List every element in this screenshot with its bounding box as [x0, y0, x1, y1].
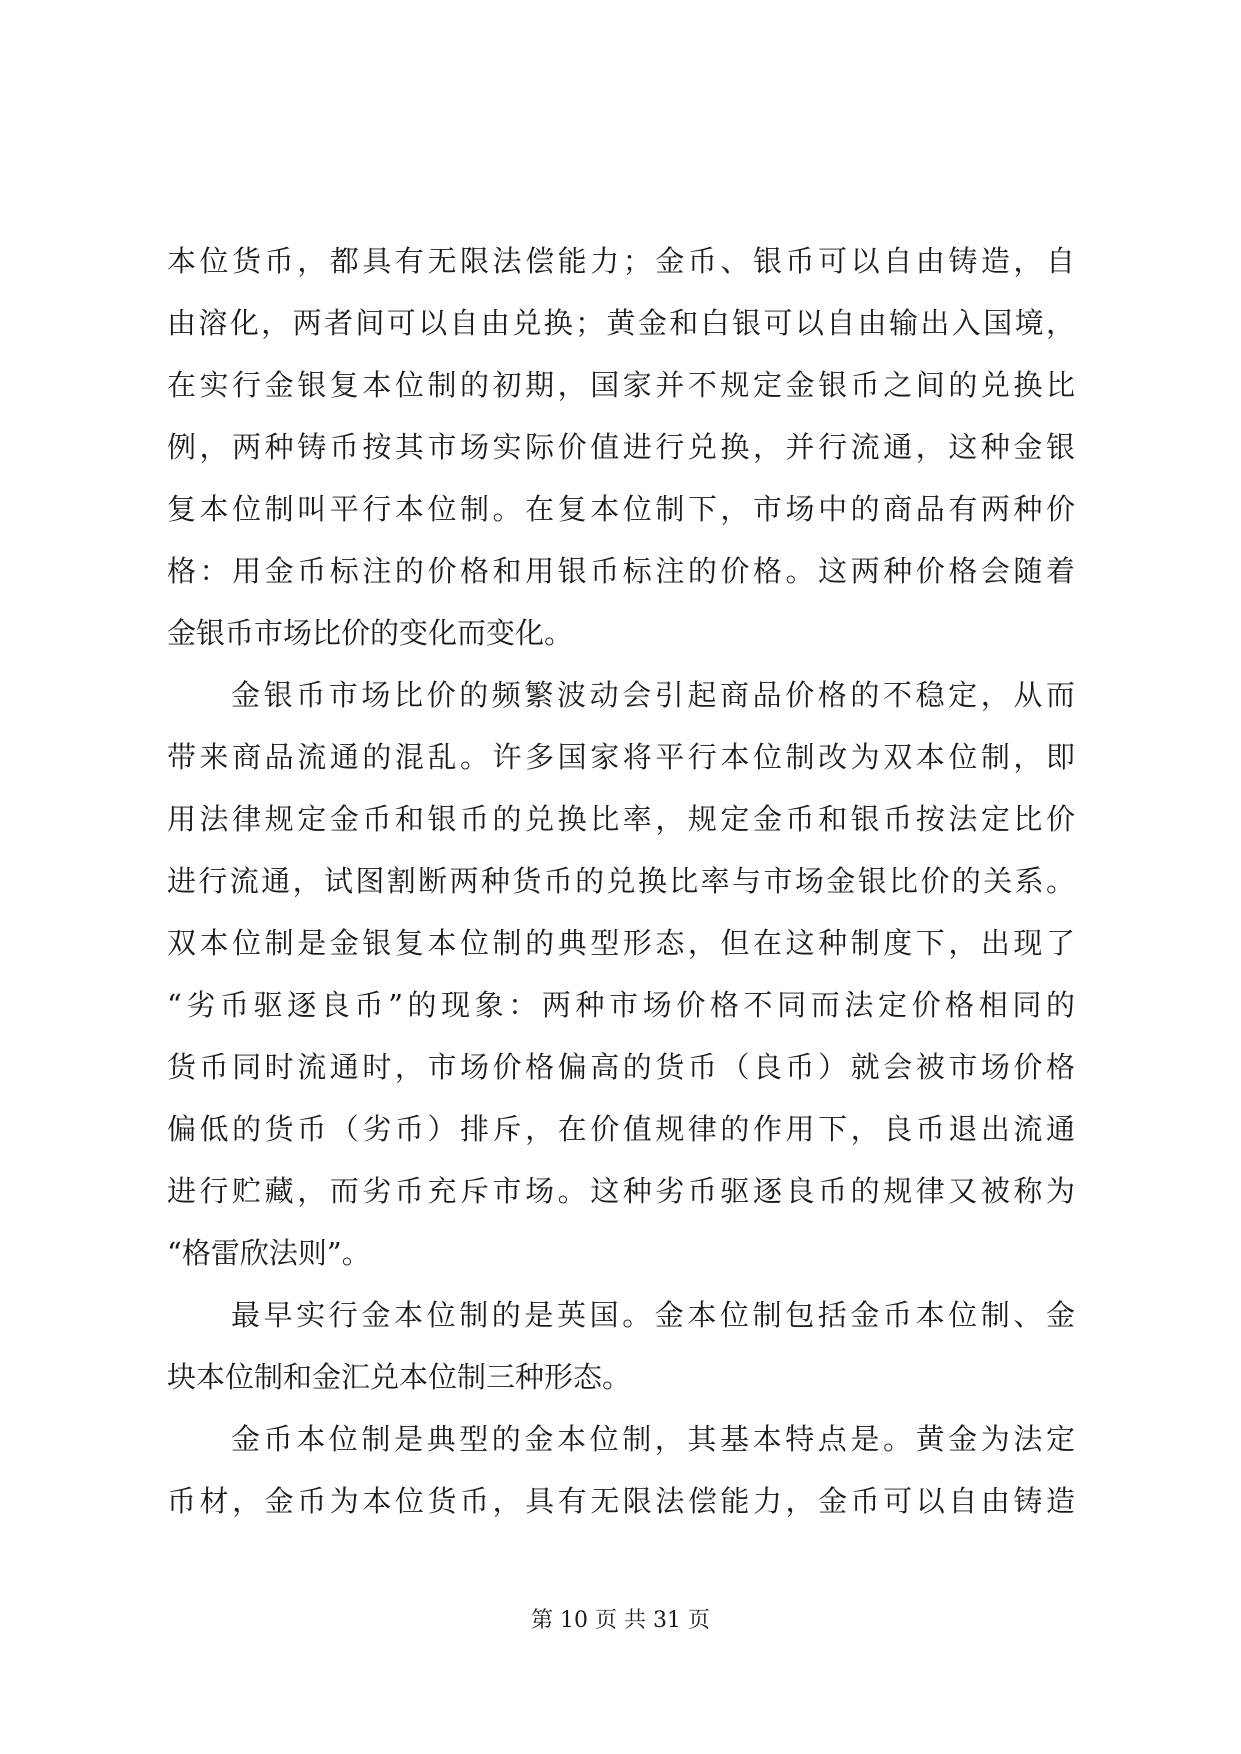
text-line: “劣币驱逐良币”的现象：两种市场价格不同而法定价格相同的 — [167, 988, 1075, 1022]
text-line: 进行贮藏，而劣币充斥市场。这种劣币驱逐良币的规律又被称为 — [167, 1174, 1075, 1208]
text-line: 块本位制和金汇兑本位制三种形态。 — [167, 1360, 632, 1394]
page-footer: 第 10 页 共 31 页 — [531, 1608, 710, 1633]
text-line: 进行流通，试图割断两种货币的兑换比率与市场金银比价的关系。 — [167, 864, 1075, 898]
text-line: 由溶化，两者间可以自由兑换；黄金和白银可以自由输出入国境， — [167, 306, 1075, 340]
text-line: 货币同时流通时，市场价格偏高的货币（良币）就会被市场价格 — [167, 1050, 1075, 1084]
text-line: 复本位制叫平行本位制。在复本位制下，市场中的商品有两种价 — [167, 492, 1075, 526]
text-line: 本位货币，都具有无限法偿能力；金币、银币可以自由铸造，自 — [167, 244, 1075, 278]
text-line: 带来商品流通的混乱。许多国家将平行本位制改为双本位制，即 — [167, 740, 1075, 774]
text-line: 在实行金银复本位制的初期，国家并不规定金银币之间的兑换比 — [167, 368, 1075, 402]
body-text — [167, 230, 1075, 1532]
text-line: 例，两种铸币按其市场实际价值进行兑换，并行流通，这种金银 — [167, 430, 1075, 464]
text-line: 币材，金币为本位货币，具有无限法偿能力，金币可以自由铸造 — [167, 1484, 1075, 1518]
text-line: 最早实行金本位制的是英国。金本位制包括金币本位制、金 — [231, 1298, 1075, 1332]
text-line: 偏低的货币（劣币）排斥，在价值规律的作用下，良币退出流通 — [167, 1112, 1075, 1146]
text-line: 用法律规定金币和银币的兑换比率，规定金币和银币按法定比价 — [167, 802, 1075, 836]
text-line: 金银币市场比价的变化而变化。 — [167, 616, 574, 650]
text-line: 金银币市场比价的频繁波动会引起商品价格的不稳定，从而 — [231, 678, 1075, 712]
text-line: 双本位制是金银复本位制的典型形态，但在这种制度下，出现了 — [167, 926, 1075, 960]
text-line: “格雷欣法则”。 — [167, 1236, 371, 1270]
text-line: 金币本位制是典型的金本位制，其基本特点是。黄金为法定 — [231, 1422, 1075, 1456]
text-line: 格：用金币标注的价格和用银币标注的价格。这两种价格会随着 — [167, 554, 1075, 588]
